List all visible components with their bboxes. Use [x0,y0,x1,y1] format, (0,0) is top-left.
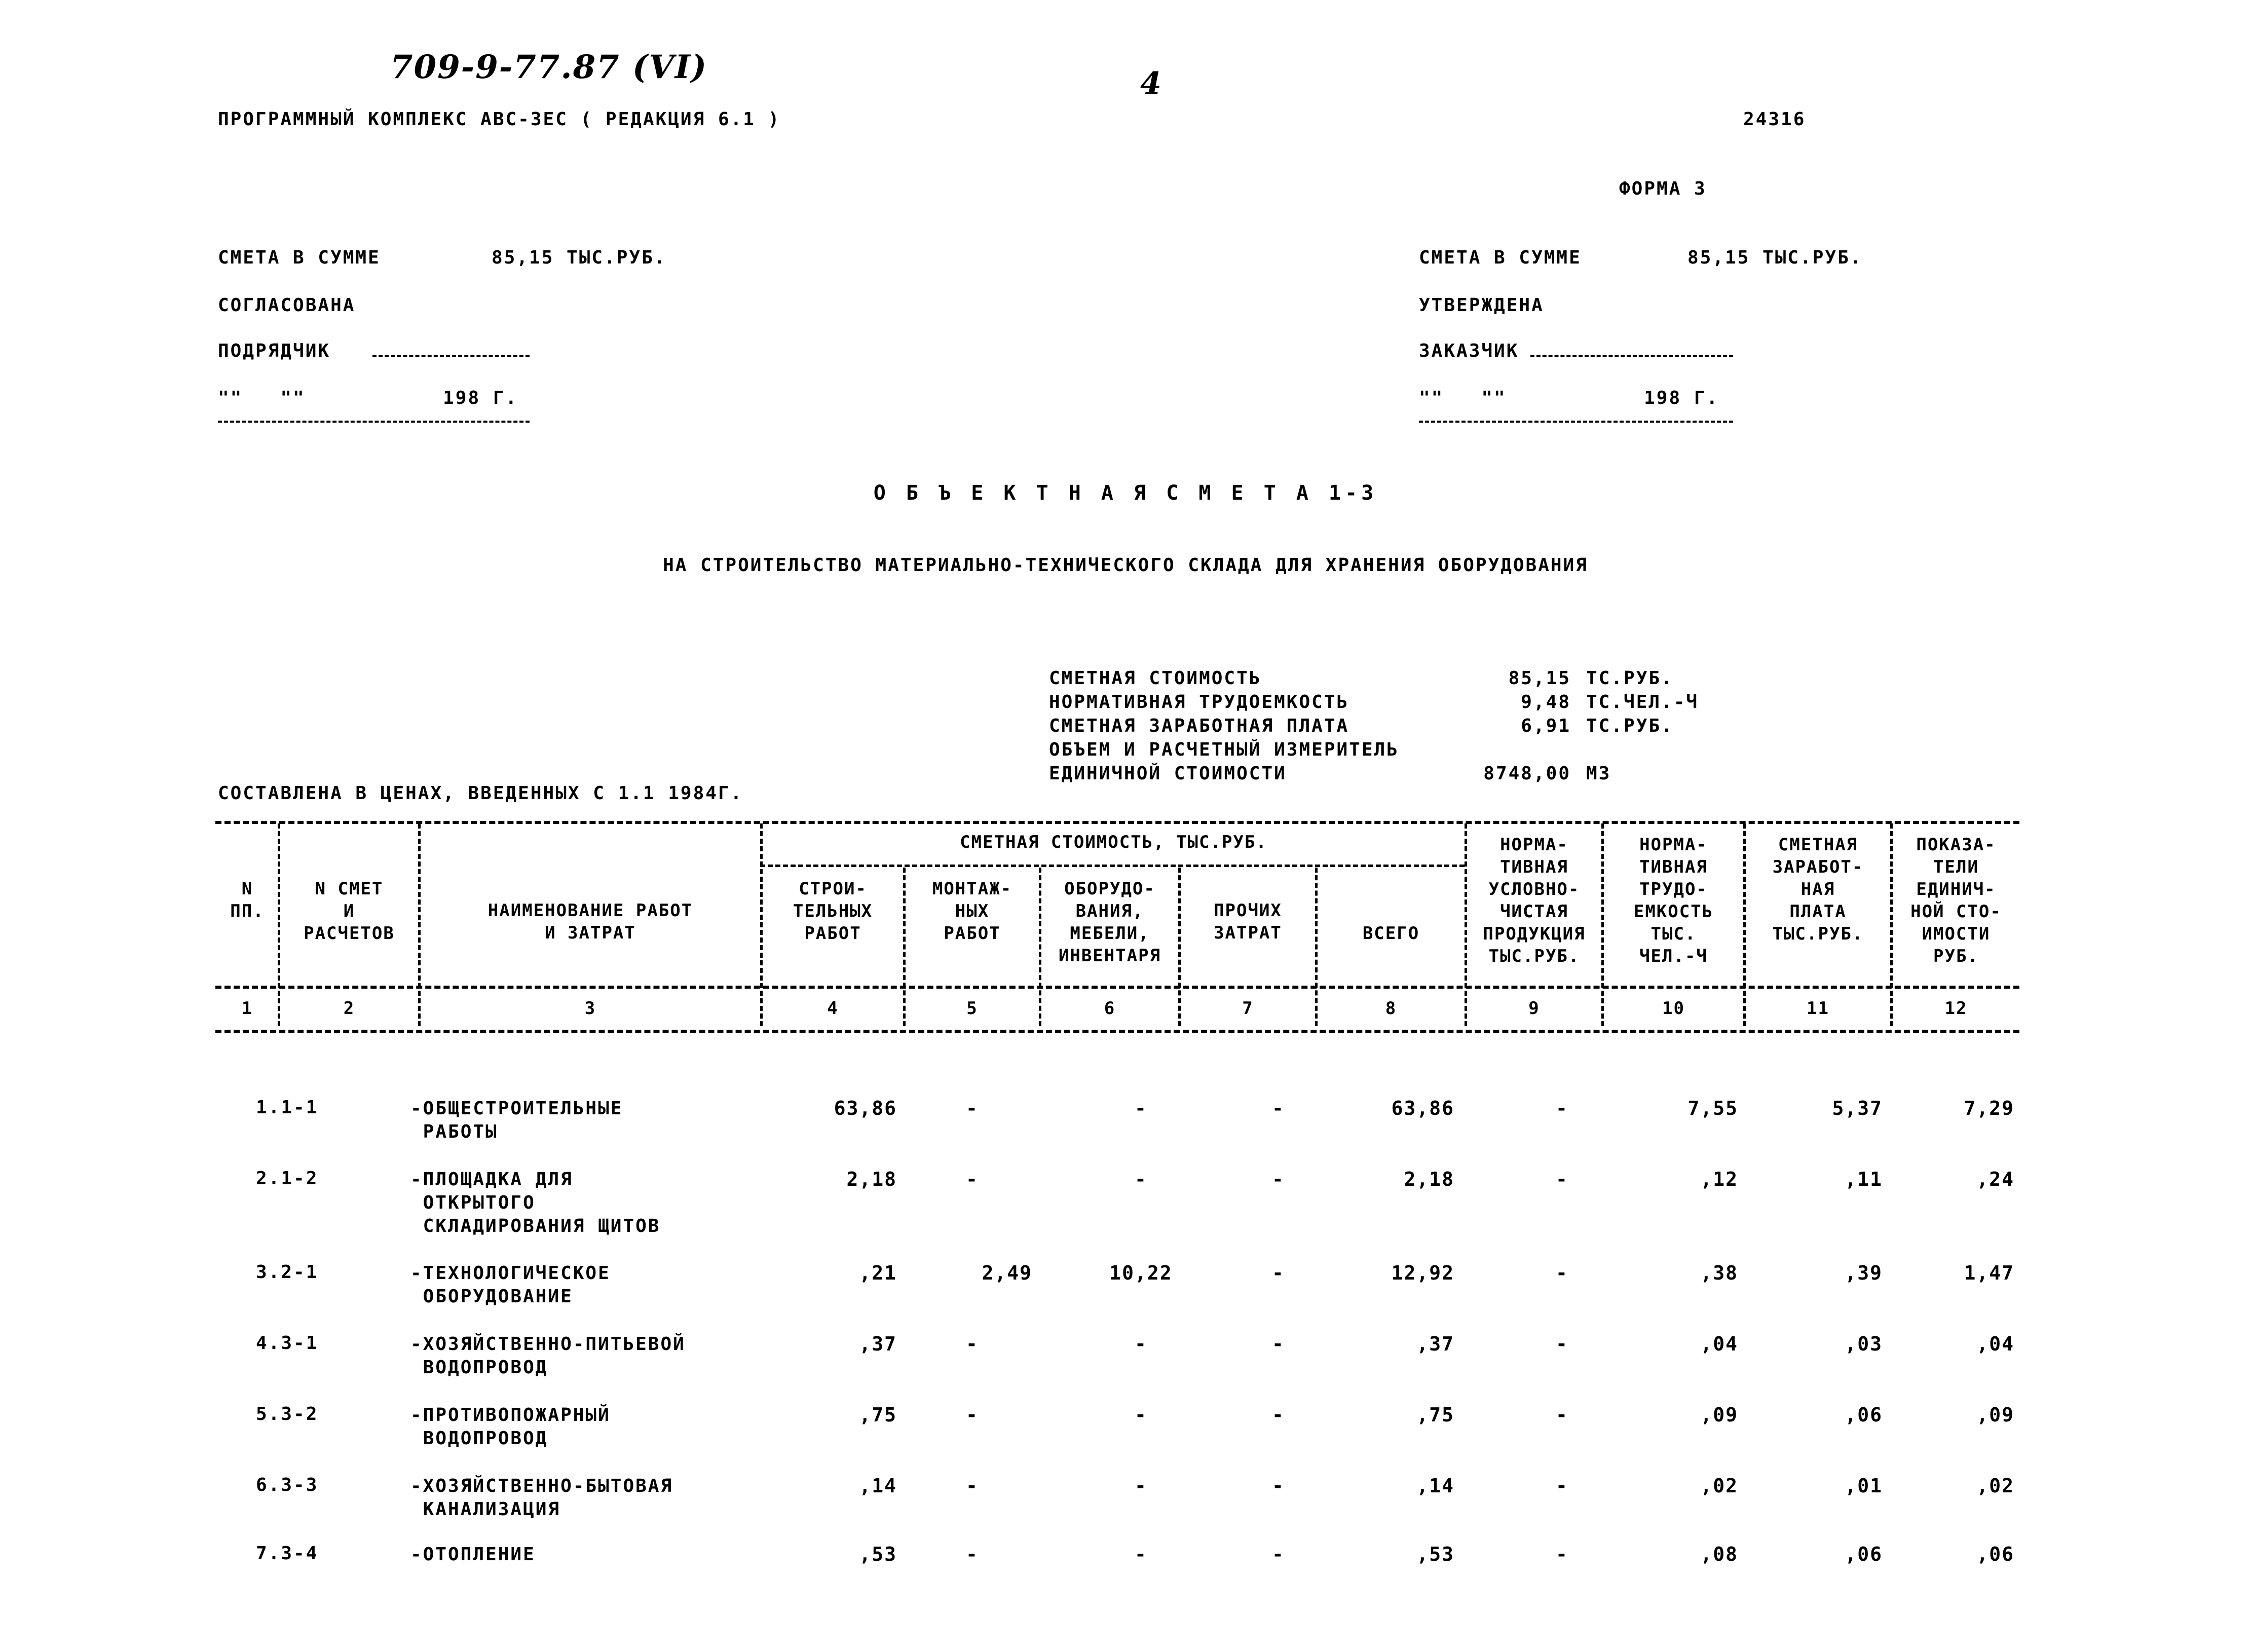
row-code: 6.3-3 [256,1475,319,1495]
signature-line [372,355,530,357]
document-number: 24316 [1743,109,1806,130]
col-header-work-name: НАИМЕНОВАНИЕ РАБОТ И ЗАТРАТ [487,900,693,943]
cell-labor: ,04 [1700,1333,1738,1355]
cell-wages: ,39 [1845,1262,1883,1284]
cell-labor: ,12 [1700,1168,1738,1190]
cell-total: ,14 [1416,1475,1454,1497]
row-name: -ПРОТИВОПОЖАРНЫЙ ВОДОПРОВОД [410,1405,611,1449]
col-number: 6 [1104,998,1116,1019]
cell-wages: ,01 [1845,1475,1883,1497]
cell-installation: - [966,1097,979,1119]
group-header-rule [760,865,1465,867]
date-underline [1419,421,1733,423]
col-number: 7 [1242,998,1254,1019]
sum-label: СМЕТА В СУММЕ [1419,247,1582,268]
col-number: 11 [1807,998,1829,1019]
summary-unit: ТС.ЧЕЛ.-Ч [1586,692,1699,712]
row-code: 7.3-4 [256,1543,319,1564]
signature-line [1530,355,1733,357]
approval-party: ПОДРЯДЧИК [218,341,331,361]
cell-labor: ,08 [1700,1543,1738,1565]
col-header-net-production: НОРМА- ТИВНАЯ УСЛОВНО- ЧИСТАЯ ПРОДУКЦИЯ ТЫС.РУБ. [1483,835,1586,966]
cell-total: 12,92 [1391,1262,1454,1284]
row-code: 2.1-2 [256,1168,319,1189]
cell-construction: ,37 [859,1333,897,1355]
row-name: -ОТОПЛЕНИЕ [410,1544,536,1565]
cell-other: - [1272,1404,1285,1426]
cell-net-production: - [1556,1262,1568,1284]
sum-value: 85,15 ТЫС.РУБ. [492,247,667,268]
group-header-cost: СМЕТНАЯ СТОИМОСТЬ, ТЫС.РУБ. [960,832,1267,852]
table-top-rule [215,821,2019,824]
approval-status: СОГЛАСОВАНА [218,295,356,316]
cell-construction: 2,18 [846,1168,897,1190]
row-code: 4.3-1 [256,1333,319,1354]
col-number: 4 [827,998,839,1019]
cell-installation: - [966,1475,979,1497]
col-header-other: ПРОЧИХ ЗАТРАТ [1214,900,1282,943]
col-number: 8 [1385,998,1397,1019]
cell-wages: 5,37 [1832,1097,1883,1119]
summary-value: 8748,00 [1483,763,1571,784]
summary-label: СМЕТНАЯ СТОИМОСТЬ [1049,668,1262,689]
summary-label: ЕДИНИЧНОЙ СТОИМОСТИ [1049,763,1287,784]
summary-unit: ТС.РУБ. [1586,716,1674,736]
cell-total: ,75 [1416,1404,1454,1426]
approval-party: ЗАКАЗЧИК [1419,341,1519,361]
cell-total: 2,18 [1404,1168,1454,1190]
cell-construction: ,14 [859,1475,897,1497]
cell-other: - [1272,1097,1285,1119]
summary-label: НОРМАТИВНАЯ ТРУДОЕМКОСТЬ [1049,692,1349,712]
cell-net-production: - [1556,1168,1568,1190]
cell-installation: 2,49 [982,1262,1032,1284]
cell-total: ,53 [1416,1543,1454,1565]
cell-equipment: - [1135,1475,1147,1497]
sum-label: СМЕТА В СУММЕ [218,247,381,268]
cell-installation: - [966,1168,979,1190]
col-number: 10 [1662,998,1685,1019]
date-underline [218,421,530,423]
cell-construction: ,53 [859,1543,897,1565]
col-number: 9 [1528,998,1540,1019]
col-number: 1 [241,998,253,1019]
cell-construction: 63,86 [834,1097,897,1119]
row-code: 1.1-1 [256,1097,319,1118]
col-header-equipment: ОБОРУДО- ВАНИЯ, МЕБЕЛИ, ИНВЕНТАРЯ [1058,879,1161,966]
cell-net-production: - [1556,1097,1568,1119]
cell-installation: - [966,1404,979,1426]
approval-date: "" "" 198 Г. [218,388,518,408]
summary-value: 9,48 [1521,692,1571,712]
cell-unit-cost: 7,29 [1964,1097,2014,1119]
row-code: 3.2-1 [256,1262,319,1283]
col-number: 12 [1944,998,1968,1019]
cell-wages: ,06 [1845,1404,1883,1426]
cell-other: - [1272,1475,1285,1497]
form-label: ФОРМА 3 [1619,178,1707,199]
cell-equipment: - [1135,1097,1147,1119]
cell-equipment: - [1135,1168,1147,1190]
row-name: -ПЛОЩАДКА ДЛЯ ОТКРЫТОГО СКЛАДИРОВАНИЯ ЩИТОВ [410,1169,661,1236]
cell-equipment: - [1135,1543,1147,1565]
cell-wages: ,03 [1845,1333,1883,1355]
cell-equipment: 10,22 [1109,1262,1173,1284]
cell-unit-cost: ,02 [1976,1475,2014,1497]
col-number: 3 [584,998,596,1019]
col-header-total: ВСЕГО [1362,923,1420,944]
summary-label: СМЕТНАЯ ЗАРАБОТНАЯ ПЛАТА [1049,716,1349,736]
cell-labor: ,02 [1700,1475,1738,1497]
prices-note: СОСТАВЛЕНА В ЦЕНАХ, ВВЕДЕННЫХ С 1.1 1984Г. [218,783,743,804]
cell-labor: ,38 [1700,1262,1738,1284]
cell-unit-cost: ,09 [1976,1404,2014,1426]
summary-unit: М3 [1586,763,1611,784]
cell-total: 63,86 [1391,1097,1454,1119]
summary-value: 85,15 [1508,668,1571,689]
cell-labor: 7,55 [1687,1097,1738,1119]
col-number: 5 [966,998,978,1019]
cell-other: - [1272,1543,1285,1565]
cell-other: - [1272,1333,1285,1355]
cell-net-production: - [1556,1475,1568,1497]
col-header-unit-cost: ПОКАЗА- ТЕЛИ ЕДИНИЧ- НОЙ СТО- ИМОСТИ РУБ. [1910,835,2002,966]
col-header-no: N ПП. [230,879,265,921]
approval-date: "" "" 198 Г. [1419,388,1719,408]
handwritten-project-code: 709-9-77.87 (VI) [390,48,708,86]
cell-unit-cost: ,04 [1976,1333,2014,1355]
sum-value: 85,15 ТЫС.РУБ. [1687,247,1863,268]
cell-net-production: - [1556,1543,1568,1565]
cell-construction: ,21 [859,1262,897,1284]
page-number: 4 [1140,66,1162,101]
cell-wages: ,11 [1845,1168,1883,1190]
summary-unit: ТС.РУБ. [1586,668,1674,689]
cell-unit-cost: ,24 [1976,1168,2014,1190]
col-header-wages: СМЕТНАЯ ЗАРАБОТ- НАЯ ПЛАТА ТЫС.РУБ. [1772,835,1864,944]
col-header-estimate-no: N СМЕТ И РАСЧЕТОВ [304,879,395,944]
header-bottom-rule [215,986,2019,989]
col-header-installation: МОНТАЖ- НЫХ РАБОТ [932,879,1012,944]
cell-unit-cost: ,06 [1976,1543,2014,1565]
cell-equipment: - [1135,1404,1147,1426]
cell-total: ,37 [1416,1333,1454,1355]
col-header-construction: СТРОИ- ТЕЛЬНЫХ РАБОТ [793,879,873,944]
row-name: -ХОЗЯЙСТВЕННО-БЫТОВАЯ КАНАЛИЗАЦИЯ [410,1476,673,1520]
cell-other: - [1272,1168,1285,1190]
approval-status: УТВЕРЖДЕНА [1419,295,1544,316]
cell-labor: ,09 [1700,1404,1738,1426]
cell-net-production: - [1556,1404,1568,1426]
column-numbers-rule [215,1030,2019,1033]
document-title: О Б Ъ Е К Т Н А Я С М Е Т А 1-3 [873,481,1378,505]
row-code: 5.3-2 [256,1404,319,1424]
col-header-labor-intensity: НОРМА- ТИВНАЯ ТРУДО- ЕМКОСТЬ ТЫС. ЧЕЛ.-Ч [1633,835,1714,966]
cell-net-production: - [1556,1333,1568,1355]
cell-other: - [1272,1262,1285,1284]
row-name: -ХОЗЯЙСТВЕННО-ПИТЬЕВОЙ ВОДОПРОВОД [410,1334,686,1378]
col-number: 2 [343,998,355,1019]
cell-installation: - [966,1543,979,1565]
cell-construction: ,75 [859,1404,897,1426]
cell-unit-cost: 1,47 [1964,1262,2014,1284]
program-line: ПРОГРАММНЫЙ КОМПЛЕКС АВС-ЗЕС ( РЕДАКЦИЯ 6.1 ) [218,109,781,130]
summary-value: 6,91 [1521,716,1571,736]
document-subtitle: НА СТРОИТЕЛЬСТВО МАТЕРИАЛЬНО-ТЕХНИЧЕСКОГО СКЛАДА ДЛЯ ХРАНЕНИЯ ОБОРУДОВАНИЯ [663,555,1588,576]
cell-wages: ,06 [1845,1543,1883,1565]
summary-label: ОБЪЕМ И РАСЧЕТНЫЙ ИЗМЕРИТЕЛЬ [1049,739,1399,760]
row-name: -ТЕХНОЛОГИЧЕСКОЕ ОБОРУДОВАНИЕ [410,1263,611,1307]
cell-installation: - [966,1333,979,1355]
row-name: -ОБЩЕСТРОИТЕЛЬНЫЕ РАБОТЫ [410,1098,623,1142]
cell-equipment: - [1135,1333,1147,1355]
